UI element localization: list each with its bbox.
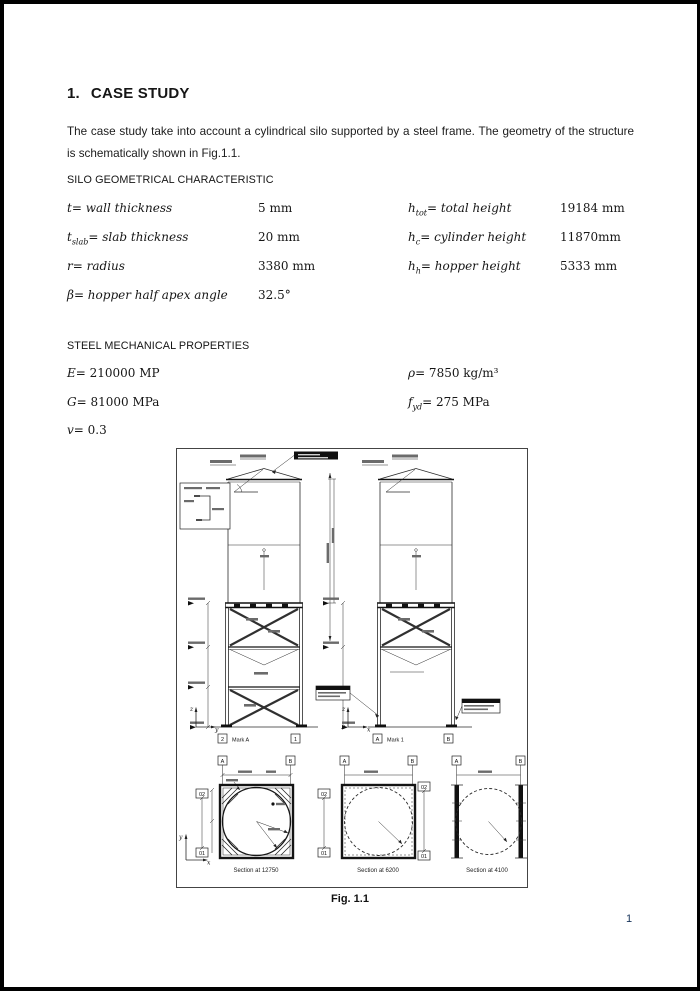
page-number: 1 <box>625 913 633 925</box>
steel-row-1 <box>67 366 634 383</box>
side-mark-02: 02 <box>198 791 206 798</box>
property: G = 81000 MPa <box>67 395 160 409</box>
mark-1-label: Mark 1 <box>387 737 404 744</box>
grid-mark-A: A <box>375 736 380 743</box>
elevation-right <box>316 455 500 744</box>
scan-border-left <box>0 0 4 991</box>
elevation-left <box>180 452 338 744</box>
property: v = 0.3 <box>67 423 107 437</box>
grid-bubble-A: A <box>342 758 347 765</box>
side-mark-02: 02 <box>320 791 328 798</box>
side-mark-02: 02 <box>420 784 428 791</box>
param-label: $h_h$ = hopper height <box>408 259 521 276</box>
section-view-3 <box>418 756 527 874</box>
scan-border-bottom <box>0 987 700 991</box>
axis-right-elevation <box>341 706 371 734</box>
mark-a-label: Mark A <box>232 737 250 744</box>
grid-mark-1: 1 <box>293 736 298 743</box>
param-label: β = hopper half apex angle <box>67 288 228 302</box>
grid-bubble-A: A <box>220 758 225 765</box>
property: E = 210000 MP <box>67 366 160 380</box>
param-value: 3380 mm <box>258 259 316 273</box>
grid-bubble-A: A <box>454 758 459 765</box>
axis-y-label: y <box>179 834 183 841</box>
side-mark-01: 01 <box>320 850 328 857</box>
param-label: $h_{tot}$ = total height <box>408 201 512 218</box>
axis-left-elevation <box>189 706 219 734</box>
section-3-caption: Section at 4100 <box>466 868 508 874</box>
section-title-text: CASE STUDY <box>90 85 190 102</box>
scan-border-top <box>0 0 700 4</box>
geometry-heading: SILO GEOMETRICAL CHARACTERISTIC <box>67 174 274 186</box>
param-label: $h_c$ = cylinder height <box>408 230 527 247</box>
geometry-row-4 <box>67 288 634 305</box>
axis-z-label: z <box>190 706 194 713</box>
section-2-caption: Section at 6200 <box>357 868 399 874</box>
silo-drawing <box>176 448 528 888</box>
param-value: 20 mm <box>258 230 300 244</box>
param-value: 19184 mm <box>560 201 625 215</box>
figure-caption: Fig. 1.1 <box>331 893 369 905</box>
param-label: $t_{slab}$ = slab thickness <box>67 230 189 247</box>
axis-x-label: x <box>207 859 211 867</box>
column-right <box>519 785 524 858</box>
geometry-row-1 <box>67 201 634 218</box>
param-label: t = wall thickness <box>67 201 173 215</box>
property: $f_{yd}$ = 275 MPa <box>408 395 490 412</box>
axis-y-label: y <box>215 726 219 734</box>
grid-bubble-B: B <box>410 758 415 765</box>
section-number: 1. <box>67 85 80 102</box>
section-1-caption: Section at 12750 <box>233 868 279 874</box>
callout-box-right <box>455 699 500 720</box>
param-label: r = radius <box>67 259 125 273</box>
steel-row-2 <box>67 395 634 412</box>
param-value: 5 mm <box>258 201 293 215</box>
figure-1-1 <box>176 448 528 888</box>
section-title <box>67 85 190 102</box>
section-view-2 <box>318 756 417 874</box>
axis-x-label: x <box>367 726 371 734</box>
steel-row-3 <box>67 423 634 440</box>
steel-heading: STEEL MECHANICAL PROPERTIES <box>67 340 250 352</box>
side-mark-01: 01 <box>420 853 428 860</box>
detail-box <box>180 483 230 529</box>
grid-mark-B: B <box>446 736 451 743</box>
geometry-row-3 <box>67 259 634 276</box>
callout-box-left <box>316 686 379 718</box>
property: ρ = 7850 kg/m³ <box>408 366 499 380</box>
legend-dot <box>271 802 274 805</box>
side-mark-01: 01 <box>198 850 206 857</box>
geometry-row-2 <box>67 230 634 247</box>
axis-z-label: z <box>342 706 346 713</box>
grid-bubble-B: B <box>288 758 293 765</box>
grid-bubble-B: B <box>518 758 523 765</box>
param-value: 32.5° <box>258 288 291 302</box>
grid-mark-2: 2 <box>220 736 225 743</box>
param-value: 5333 mm <box>560 259 618 273</box>
section-view-1 <box>196 756 295 874</box>
intro-paragraph: The case study take into account a cylindrical silo supported by a steel frame. The geometry of the structure is schematically shown in Fig.1.1. <box>67 125 634 161</box>
column-left <box>455 785 460 858</box>
param-value: 11870mm <box>560 230 621 244</box>
